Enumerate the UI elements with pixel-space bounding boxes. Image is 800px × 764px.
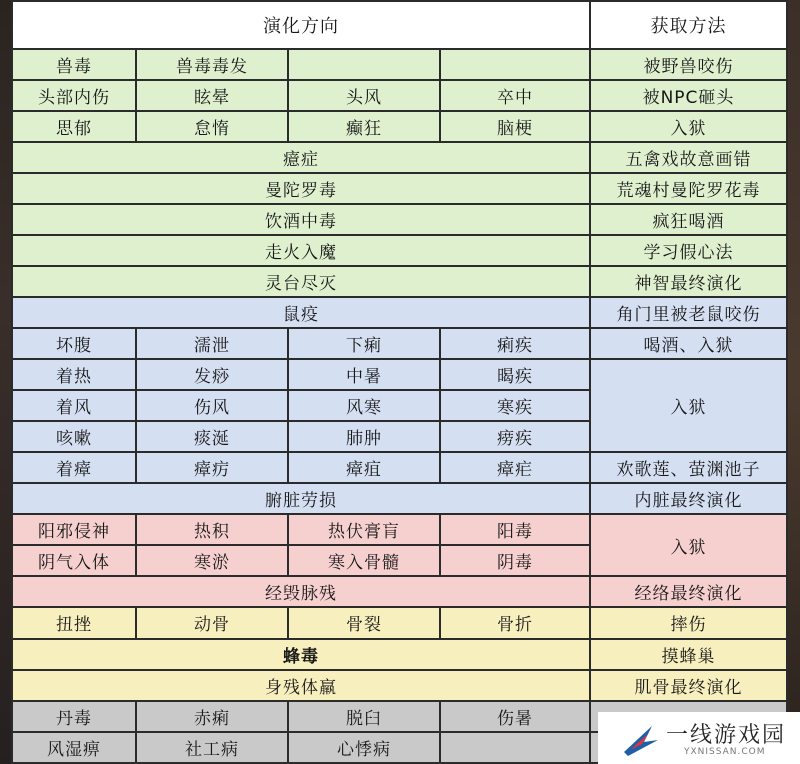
ailment-cell: 扭挫 <box>12 607 136 638</box>
method-header: 获取方法 <box>590 1 787 49</box>
site-watermark <box>598 712 800 764</box>
method-merged-cell: 入狱 <box>590 514 787 576</box>
ailment-cell: 下痢 <box>288 328 440 359</box>
ailment-cell: 伤风 <box>136 390 288 421</box>
table-row <box>12 670 787 701</box>
ailment-cell: 兽毒 <box>12 49 136 80</box>
ailment-cell: 风寒 <box>288 390 440 421</box>
ailment-merged-cell: 饮酒中毒 <box>12 204 590 235</box>
ailment-merged-cell: 灵台尽灭 <box>12 266 590 297</box>
table-row <box>12 452 787 483</box>
table-row <box>12 266 787 297</box>
ailment-cell: 伤暑 <box>440 701 590 732</box>
ailment-cell: 头部内伤 <box>12 80 136 111</box>
table-row <box>12 111 787 142</box>
ailment-cell: 阴气入体 <box>12 545 136 576</box>
method-cell: 学习假心法 <box>590 235 787 266</box>
method-cell: 五禽戏故意画错 <box>590 142 787 173</box>
method-cell: 入狱 <box>590 111 787 142</box>
ailment-cell: 寒疾 <box>440 390 590 421</box>
table-row <box>12 142 787 173</box>
ailment-cell: 瘴疟 <box>440 452 590 483</box>
site-logo-icon <box>622 722 660 758</box>
ailment-cell: 着瘴 <box>12 452 136 483</box>
ailment-cell: 瘴疠 <box>136 452 288 483</box>
ailment-merged-cell: 腑脏劳损 <box>12 483 590 514</box>
ailment-cell: 着风 <box>12 390 136 421</box>
ailment-merged-cell: 经毁脉残 <box>12 576 590 607</box>
ailment-cell: 肺肿 <box>288 421 440 452</box>
table-row <box>12 173 787 204</box>
method-cell: 喝酒、入狱 <box>590 328 787 359</box>
ailment-cell: 怠惰 <box>136 111 288 142</box>
table-row <box>12 235 787 266</box>
ailment-merged-cell: 曼陀罗毒 <box>12 173 590 204</box>
ailment-merged-cell: 身残体羸 <box>12 670 590 701</box>
ailment-cell: 癫狂 <box>288 111 440 142</box>
method-cell: 内脏最终演化 <box>590 483 787 514</box>
ailment-table <box>11 0 788 764</box>
ailment-merged-cell: 癔症 <box>12 142 590 173</box>
ailment-merged-cell: 鼠疫 <box>12 297 590 328</box>
table-row <box>12 639 787 670</box>
table-row <box>12 80 787 111</box>
ailment-cell: 兽毒毒发 <box>136 49 288 80</box>
table-header-row <box>12 1 787 49</box>
table-row <box>12 204 787 235</box>
ailment-cell: 热积 <box>136 514 288 545</box>
method-cell: 角门里被老鼠咬伤 <box>590 297 787 328</box>
evolution-header: 演化方向 <box>12 1 590 49</box>
ailment-cell: 阴毒 <box>440 545 590 576</box>
method-cell: 荒魂村曼陀罗花毒 <box>590 173 787 204</box>
ailment-cell: 骨折 <box>440 607 590 638</box>
ailment-cell: 阳毒 <box>440 514 590 545</box>
ailment-cell: 中暑 <box>288 359 440 390</box>
ailment-cell: 热伏膏肓 <box>288 514 440 545</box>
ailment-cell: 痢疾 <box>440 328 590 359</box>
ailment-cell: 暍疾 <box>440 359 590 390</box>
ailment-cell: 脑梗 <box>440 111 590 142</box>
table-row <box>12 576 787 607</box>
method-cell: 经络最终演化 <box>590 576 787 607</box>
ailment-cell: 心悸病 <box>288 732 440 763</box>
method-cell: 欢歌莲、萤渊池子 <box>590 452 787 483</box>
method-cell: 疯狂喝酒 <box>590 204 787 235</box>
site-name: 一线游戏园 <box>666 723 787 748</box>
ailment-cell: 头风 <box>288 80 440 111</box>
method-cell: 被NPC砸头 <box>590 80 787 111</box>
table-row <box>12 483 787 514</box>
ailment-merged-cell: 走火入魔 <box>12 235 590 266</box>
ailment-cell: 坏腹 <box>12 328 136 359</box>
method-cell: 摸蜂巢 <box>590 639 787 670</box>
ailment-cell: 发痧 <box>136 359 288 390</box>
ailment-cell: 寒入骨髓 <box>288 545 440 576</box>
ailment-cell <box>288 49 440 80</box>
table-row <box>12 607 787 638</box>
ailment-cell: 阳邪侵神 <box>12 514 136 545</box>
ailment-cell: 瘴疽 <box>288 452 440 483</box>
ailment-merged-cell: 蜂毒 <box>12 639 590 670</box>
site-url: YXNISSAN.COM <box>684 747 766 757</box>
ailment-cell: 寒淤 <box>136 545 288 576</box>
table-row <box>12 514 787 545</box>
background-right-edge <box>788 0 800 764</box>
table-row <box>12 49 787 80</box>
ailment-cell: 社工病 <box>136 732 288 763</box>
method-cell: 被野兽咬伤 <box>590 49 787 80</box>
ailment-cell <box>440 49 590 80</box>
table-row <box>12 359 787 390</box>
ailment-cell: 着热 <box>12 359 136 390</box>
ailment-cell <box>440 732 590 763</box>
ailment-cell: 骨裂 <box>288 607 440 638</box>
ailment-cell: 赤痢 <box>136 701 288 732</box>
ailment-cell: 痰涎 <box>136 421 288 452</box>
ailment-cell: 思郁 <box>12 111 136 142</box>
method-cell: 神智最终演化 <box>590 266 787 297</box>
ailment-cell: 眩晕 <box>136 80 288 111</box>
method-cell: 肌骨最终演化 <box>590 670 787 701</box>
ailment-cell: 咳嗽 <box>12 421 136 452</box>
table-row <box>12 297 787 328</box>
table-row <box>12 328 787 359</box>
method-merged-cell: 入狱 <box>590 359 787 452</box>
ailment-cell: 卒中 <box>440 80 590 111</box>
ailment-cell: 痨疾 <box>440 421 590 452</box>
ailment-cell: 动骨 <box>136 607 288 638</box>
ailment-cell: 风湿痹 <box>12 732 136 763</box>
method-cell: 摔伤 <box>590 607 787 638</box>
ailment-cell: 脱臼 <box>288 701 440 732</box>
ailment-cell: 丹毒 <box>12 701 136 732</box>
ailment-cell: 濡泄 <box>136 328 288 359</box>
